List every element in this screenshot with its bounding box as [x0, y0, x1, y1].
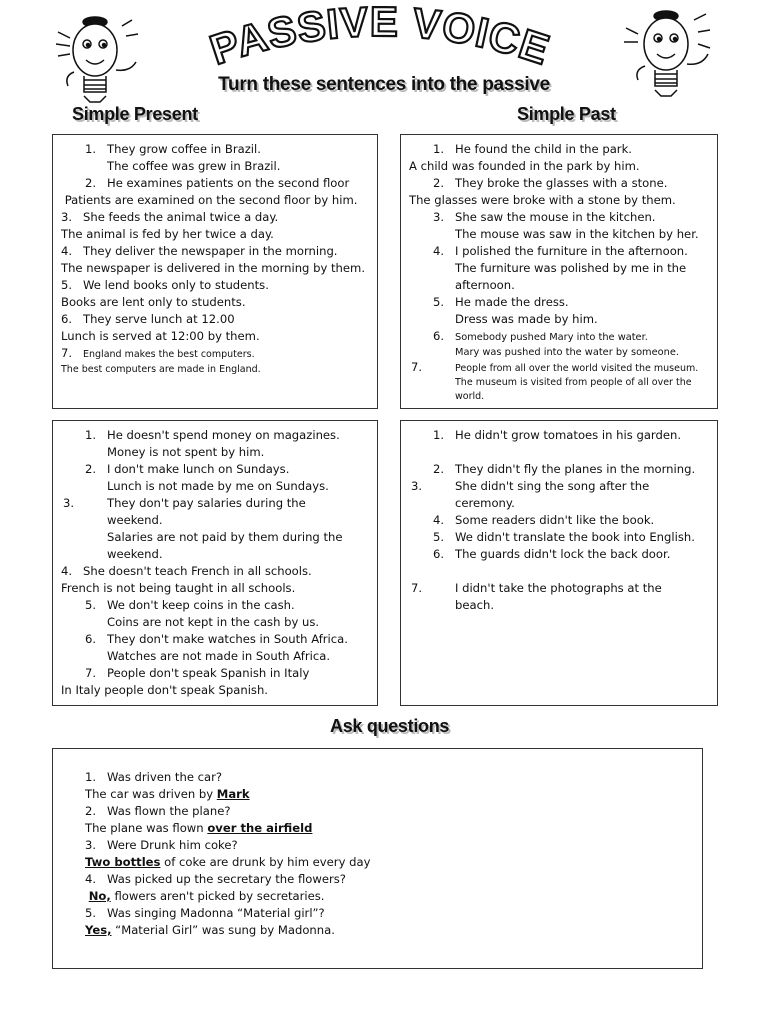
answer: The glasses were broke with a stone by them.	[409, 193, 676, 207]
answer: No, flowers aren't picked by secretaries.	[88, 889, 325, 903]
list-item: 2. He examines patients on the second floor	[85, 176, 350, 190]
list-item: 4. I polished the furniture in the afternoon.	[433, 244, 688, 258]
answer: Two bottles of coke are drunk by him every day	[85, 855, 371, 869]
list-item: 4. She doesn't teach French in all schools.	[61, 564, 312, 578]
list-item: 6. Somebody pushed Mary into the water.	[433, 329, 648, 343]
ask-questions-box	[52, 748, 703, 969]
list-item: 5. Was singing Madonna “Material girl”?	[85, 906, 325, 920]
list-item: 5. We lend books only to students.	[61, 278, 269, 292]
answer: The museum is visited from people of all over the world.	[455, 377, 692, 402]
simple-present-negative-box	[52, 420, 378, 706]
list-item: 3. She didn't sing the song after the ceremony.	[411, 479, 650, 510]
list-item: 2. They didn't fly the planes in the morning.	[433, 462, 696, 476]
answer: Books are lent only to students.	[61, 295, 246, 309]
list-item: 6. The guards didn't lock the back door.	[433, 547, 671, 561]
list-item: 3. They don't pay salaries during the weekend.	[63, 496, 306, 527]
ask-questions-heading: Ask questions	[330, 716, 450, 736]
answer: Dress was made by him.	[455, 312, 598, 326]
answer: The animal is fed by her twice a day.	[61, 227, 274, 241]
simple-present-exercise-box	[52, 134, 378, 409]
answer: Mary was pushed into the water by someone.	[455, 347, 679, 358]
answer: Lunch is not made by me on Sundays.	[107, 479, 329, 493]
list-item: 2. Was flown the plane?	[85, 804, 231, 818]
list-item: 5. We don't keep coins in the cash.	[85, 598, 295, 612]
mascot-right-illustration	[620, 8, 715, 98]
simple-past-negative-box	[400, 420, 718, 706]
answer: Coins are not kept in the cash by us.	[107, 615, 320, 629]
list-item: 3. She saw the mouse in the kitchen.	[433, 210, 656, 224]
list-item: 7. England makes the best computers.	[61, 346, 255, 360]
answer: A child was founded in the park by him.	[409, 159, 640, 173]
list-item: 1. He found the child in the park.	[433, 142, 632, 156]
list-item: 3. She feeds the animal twice a day.	[61, 210, 279, 224]
answer: Lunch is served at 12:00 by them.	[61, 329, 260, 343]
list-item: 1. They grow coffee in Brazil.	[85, 142, 261, 156]
list-item: 6. They serve lunch at 12.00	[61, 312, 235, 326]
answer: The coffee was grew in Brazil.	[107, 159, 281, 173]
answer: The newspaper is delivered in the morning by them.	[61, 261, 366, 275]
answer: Money is not spent by him.	[107, 445, 265, 459]
page-subtitle: Turn these sentences into the passive	[218, 74, 550, 95]
list-item: 2. They broke the glasses with a stone.	[433, 176, 668, 190]
answer: The furniture was polished by me in the afternoon.	[455, 261, 687, 292]
answer: French is not being taught in all schools.	[61, 581, 296, 595]
answer: The car was driven by Mark	[85, 787, 250, 801]
list-item: 4. Some readers didn't like the book.	[433, 513, 655, 527]
answer: The plane was flown over the airfield	[85, 821, 313, 835]
mascot-left-illustration	[50, 14, 145, 104]
list-item: 7. People don't speak Spanish in Italy	[85, 666, 310, 680]
list-item: 7. People from all over the world visited the museum.	[411, 360, 699, 374]
list-item: 3. Were Drunk him coke?	[85, 838, 238, 852]
list-item: 1. He didn't grow tomatoes in his garden.	[433, 428, 682, 442]
answer: Salaries are not paid by them during the weekend.	[107, 530, 343, 561]
answer: Patients are examined on the second floor by him.	[64, 193, 358, 207]
answer: Yes, “Material Girl” was sung by Madonna.	[85, 923, 335, 937]
list-item: 5. We didn't translate the book into English.	[433, 530, 695, 544]
simple-present-heading: Simple Present	[72, 104, 198, 124]
list-item: 4. Was picked up the secretary the flowers?	[85, 872, 346, 886]
list-item: 1. Was driven the car?	[85, 770, 223, 784]
simple-past-heading: Simple Past	[517, 104, 616, 124]
list-item: 6. They don't make watches in South Africa.	[85, 632, 348, 646]
answer: Watches are not made in South Africa.	[107, 649, 331, 663]
list-item: 4. They deliver the newspaper in the morning.	[61, 244, 338, 258]
list-item: 7. I didn't take the photographs at the beach.	[411, 581, 662, 612]
answer: In Italy people don't speak Spanish.	[61, 683, 268, 697]
list-item: 5. He made the dress.	[433, 295, 569, 309]
list-item: 1. He doesn't spend money on magazines.	[85, 428, 340, 442]
answer: The best computers are made in England.	[61, 364, 261, 375]
list-item: 2. I don't make lunch on Sundays.	[85, 462, 290, 476]
answer: The mouse was saw in the kitchen by her.	[455, 227, 699, 241]
simple-past-exercise-box	[400, 134, 718, 409]
svg-text:PASSIVE VOICE: PASSIVE VOICE	[204, 6, 556, 74]
